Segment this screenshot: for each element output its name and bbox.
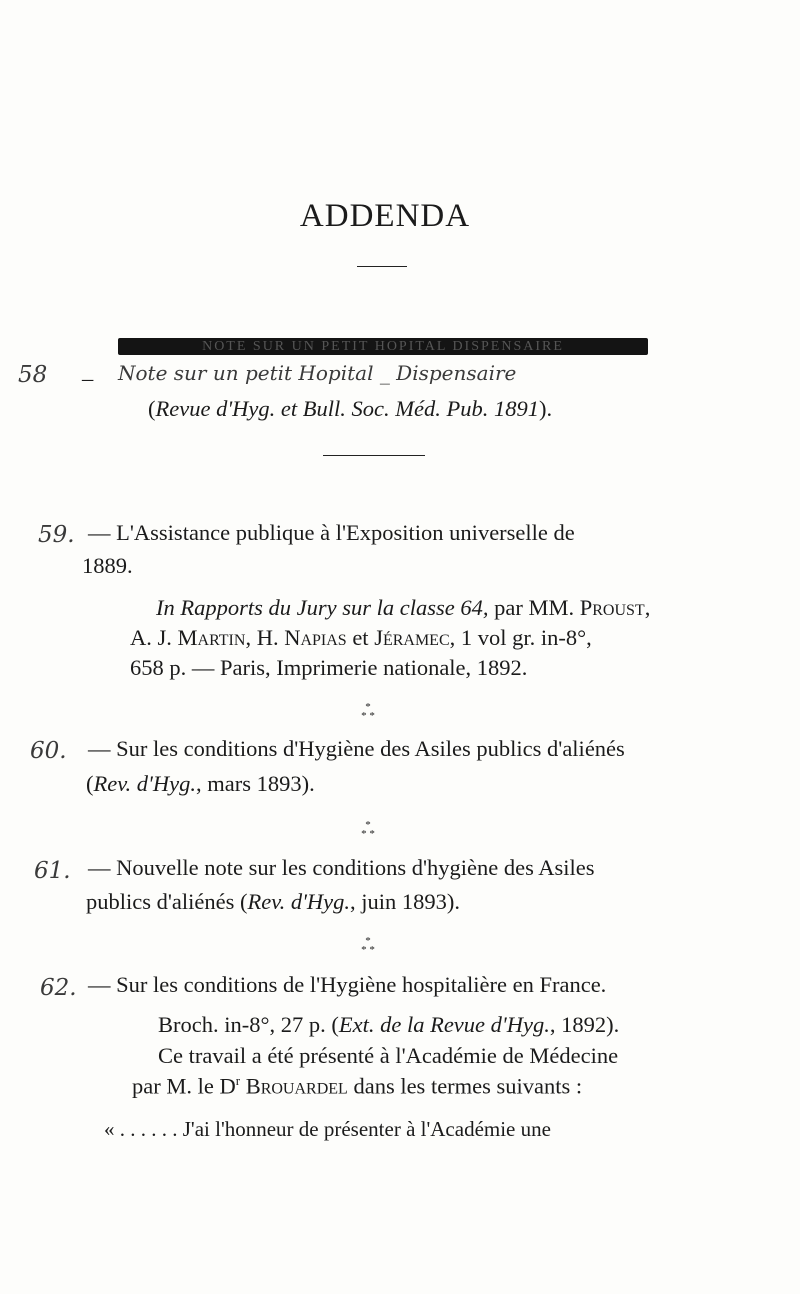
- page-title: ADDENDA: [299, 198, 471, 234]
- separator-stars-3: * * *: [361, 935, 375, 956]
- entry-59-detail-2: A. J. Martin, H. Napias et Jéramec, 1 vol gr. in-8°,: [130, 625, 592, 650]
- entry-60-line-2: (Rev. d'Hyg., mars 1893).: [86, 771, 315, 796]
- entry-62-line-3: Ce travail a été présenté à l'Académie de Médecine: [158, 1043, 619, 1068]
- entry-59-line-1: — L'Assistance publique à l'Exposition universelle de: [88, 520, 575, 545]
- entry-62-line-5: « . . . . . . J'ai l'honneur de présenter à l'Académie une: [104, 1117, 551, 1141]
- entry-58-reference: (Revue d'Hyg. et Bull. Soc. Méd. Pub. 1891).: [148, 396, 553, 421]
- entry-61-line-1: — Nouvelle note sur les conditions d'hygiène des Asiles: [88, 855, 595, 880]
- entry-62-line-4: par M. le $D^r$ Brouardel dans les termes suivants :: [132, 1073, 583, 1099]
- entry-58-rule: [323, 455, 425, 456]
- entry-number-61: 61.: [34, 858, 71, 884]
- entry-number-58: 58: [18, 362, 48, 388]
- separator-stars-1: * * *: [361, 701, 375, 722]
- entry-58-dash: _: [82, 358, 94, 383]
- separator-stars-2: * * *: [361, 819, 375, 840]
- entry-number-59: 59.: [38, 522, 75, 548]
- entry-59-detail-1: In Rapports du Jury sur la classe 64, par MM. Proust,: [156, 595, 651, 620]
- entry-59-line-2: 1889.: [82, 553, 133, 578]
- entry-60-line-1: — Sur les conditions d'Hygiène des Asiles publics d'aliénés: [88, 736, 625, 761]
- entry-62-line-1: — Sur les conditions de l'Hygiène hospitalière en France.: [88, 972, 607, 997]
- entry-61-line-2: publics d'aliénés (Rev. d'Hyg., juin 1893).: [86, 889, 460, 914]
- entry-58-handwritten-title: Note sur un petit Hopital _ Dispensaire: [118, 361, 517, 385]
- entry-62-line-2: Broch. in-8°, 27 p. (Ext. de la Revue d'Hyg., 1892).: [158, 1012, 620, 1037]
- entry-number-62: 62.: [40, 975, 77, 1001]
- title-rule: [357, 266, 407, 267]
- entry-number-60: 60.: [30, 738, 67, 764]
- entry-59-detail-3: 658 p. — Paris, Imprimerie nationale, 1892.: [130, 655, 528, 680]
- redacted-heading: NOTE SUR UN PETIT HOPITAL DISPENSAIRE: [118, 338, 648, 355]
